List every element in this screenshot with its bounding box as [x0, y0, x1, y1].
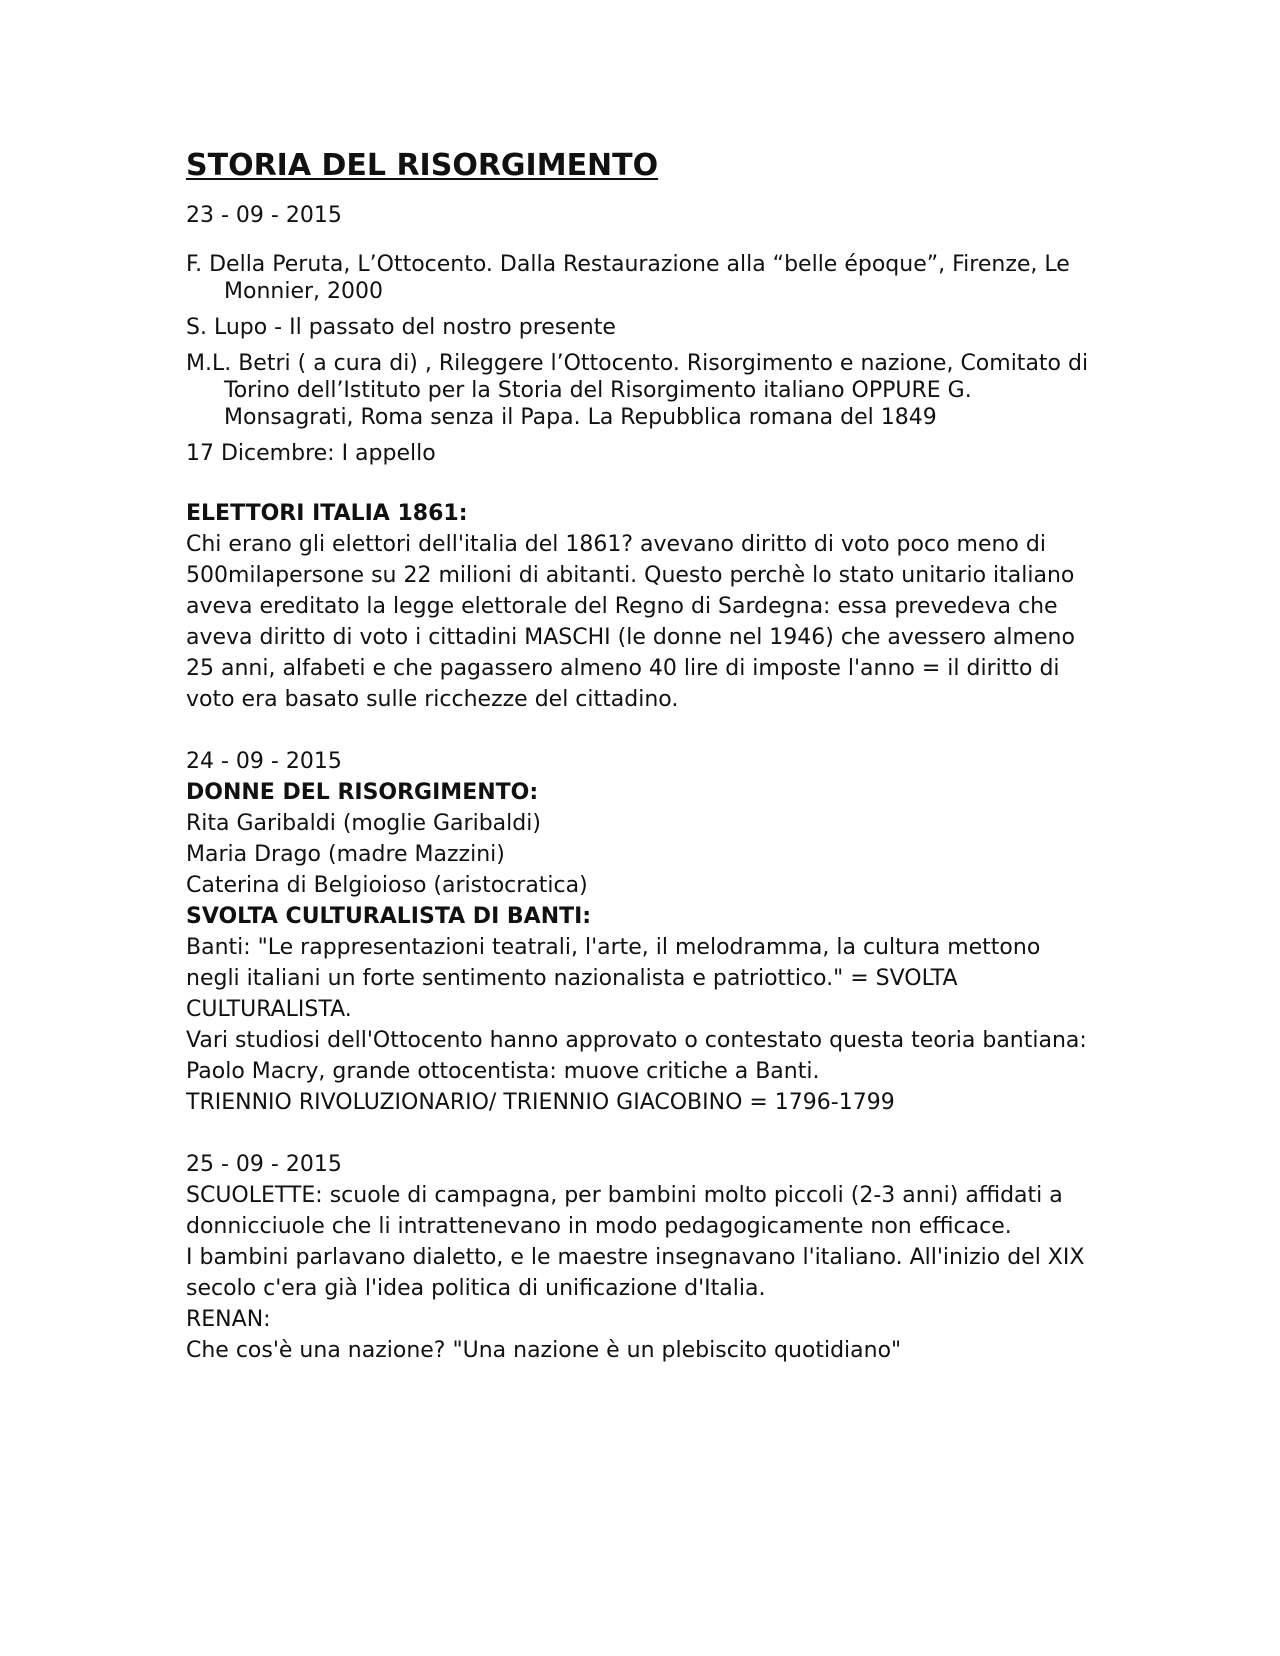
- document-title: STORIA DEL RISORGIMENTO: [186, 148, 659, 183]
- section-24-09-2015: [186, 746, 1096, 1118]
- section-25-09-2015: [186, 1149, 1096, 1366]
- date-24-09-2015: 24 - 09 - 2015: [186, 749, 342, 774]
- reference-della-peruta: F. Della Peruta, L’Ottocento. Dalla Restaurazione alla “belle époque”, Firenze, Le Monnier, 2000: [186, 252, 1070, 304]
- bibliography: [186, 251, 1096, 467]
- svolta-triennio: TRIENNIO RIVOLUZIONARIO/ TRIENNIO GIACOBINO = 1796-1799: [186, 1090, 895, 1115]
- dialetto-paragraph: I bambini parlavano dialetto, e le maestre insegnavano l'italiano. All'inizio del XIX secolo c'era già l'idea politica di unificazione d'Italia.: [186, 1245, 1085, 1301]
- spacer: [186, 715, 1096, 746]
- spacer: [186, 1118, 1096, 1149]
- date-25-09-2015: 25 - 09 - 2015: [186, 1152, 342, 1177]
- svolta-studiosi: Vari studiosi dell'Ottocento hanno approvato o contestato questa teoria bantiana:: [186, 1028, 1087, 1053]
- renan-label: RENAN:: [186, 1307, 271, 1332]
- elettori-paragraph: Chi erano gli elettori dell'italia del 1861? avevano diritto di voto poco meno di 500milapersone su 22 milioni di abitanti. Questo perchè lo stato unitario italiano aveva ereditato la legge elettorale del Regno di Sardegna: essa prevedeva che aveva diritto di voto i cittadini MASCHI (le donne nel 1946) che avessero almeno 25 anni, alfabeti e che pagassero almeno 40 lire di imposte l'anno = il diritto di voto era basato sulle ricchezze del cittadino.: [186, 532, 1075, 712]
- reference-lupo: S. Lupo - Il passato del nostro presente: [186, 315, 616, 340]
- svolta-heading: SVOLTA CULTURALISTA DI BANTI:: [186, 904, 592, 929]
- svolta-banti-quote: Banti: "Le rappresentazioni teatrali, l'arte, il melodramma, la cultura mettono negli italiani un forte sentimento nazionalista e patriottico." = SVOLTA CULTURALISTA.: [186, 935, 1041, 1022]
- donne-item-rita: Rita Garibaldi (moglie Garibaldi): [186, 811, 541, 836]
- elettori-heading: ELETTORI ITALIA 1861:: [186, 501, 468, 526]
- date-23-09-2015: 23 - 09 - 2015: [186, 203, 342, 228]
- renan-quote: Che cos'è una nazione? "Una nazione è un plebiscito quotidiano": [186, 1338, 902, 1363]
- reference-betri: M.L. Betri ( a cura di) , Rileggere l’Ottocento. Risorgimento e nazione, Comitato di Torino dell’Istituto per la Storia del Risorgimento italiano OPPURE G. Monsagrati, Roma senza il Papa. La Repubblica romana del 1849: [186, 351, 1089, 430]
- exam-date-note: 17 Dicembre: I appello: [186, 441, 436, 466]
- svolta-macry: Paolo Macry, grande ottocentista: muove critiche a Banti.: [186, 1059, 820, 1084]
- donne-item-caterina: Caterina di Belgioioso (aristocratica): [186, 873, 588, 898]
- donne-item-maria: Maria Drago (madre Mazzini): [186, 842, 505, 867]
- section-elettori: [186, 498, 1096, 715]
- scuolette-paragraph: SCUOLETTE: scuole di campagna, per bambini molto piccoli (2-3 anni) affidati a donnicciuole che li intrattenevano in modo pedagogicamente non efficace.: [186, 1183, 1063, 1239]
- document-page: [186, 146, 1096, 1366]
- donne-heading: DONNE DEL RISORGIMENTO:: [186, 780, 539, 805]
